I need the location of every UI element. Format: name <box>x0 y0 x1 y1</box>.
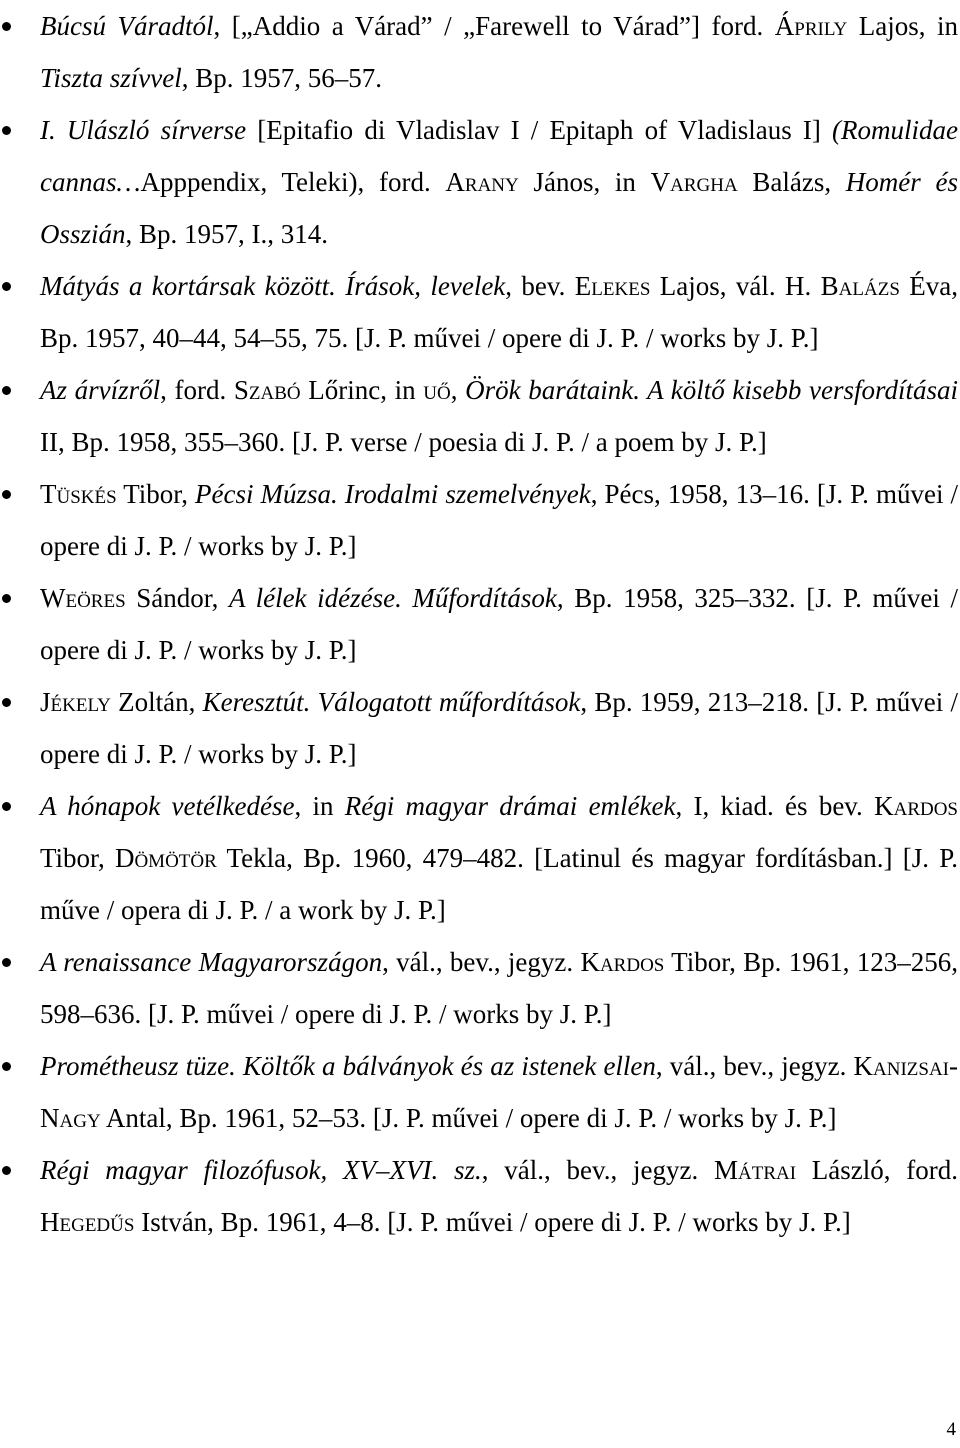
entry-text: , vál., bev., jegyz. <box>382 947 581 977</box>
entry-text: , Pécs, 1958, 13–16. [J. P. művei / opere di J. P. / works by J. P.] <box>40 479 959 561</box>
bibliography-entry <box>0 260 960 364</box>
bibliography-entry <box>0 936 960 1040</box>
entry-text: [Epitafio di Vladislav I / Epitaph of Vladislaus I] <box>246 115 833 145</box>
bibliography-entry <box>0 104 960 260</box>
entry-text: István, Bp. 1961, 4–8. [J. P. művei / opere di J. P. / works by J. P.] <box>134 1207 851 1237</box>
entry-text: Lajos, vál. H. <box>650 271 821 301</box>
author-name: Balázs <box>820 271 900 301</box>
work-title: Pécsi Múzsa. Irodalmi szemelvények <box>194 479 591 509</box>
entry-text: , Bp. 1958, 325–332. [J. P. művei / opere di J. P. / works by J. P.] <box>40 583 958 665</box>
author-name: Weöres <box>40 583 126 613</box>
author-name: Mátrai <box>713 1155 797 1185</box>
entry-text: Sándor, <box>125 583 229 613</box>
work-title: (Romulidae cannas… <box>40 115 958 197</box>
entry-text: Éva, Bp. 1957, 40–44, 54–55, 75. [J. P. művei / opere di J. P. / works by J. P.] <box>40 271 958 353</box>
work-title: A renaissance Magyarországon <box>40 947 383 977</box>
entry-text: , [„Addio a Várad” / „Farewell to Várad”] ford. <box>213 11 775 41</box>
author-name: Jékely <box>40 687 111 717</box>
work-title: Régi magyar filozófusok, XV–XVI. sz. <box>40 1155 482 1185</box>
work-title: Búcsú Váradtól <box>40 11 214 41</box>
entry-text: , Bp. 1957, I., 314. <box>125 219 329 249</box>
entry-text: , Bp. 1957, 56–57. <box>181 63 383 93</box>
entry-text: II, Bp. 1958, 355–360. [J. P. verse / poesia di J. P. / a poem by J. P.] <box>40 427 767 457</box>
bibliography-entry <box>0 572 960 676</box>
entry-text: , vál., bev., jegyz. <box>655 1051 854 1081</box>
author-name: Elekes <box>574 271 651 301</box>
entry-text: , in <box>294 791 345 821</box>
entry-text: , I, kiad. és bev. <box>675 791 875 821</box>
entry-text: Tekla, Bp. 1960, 479–482. [Latinul és magyar fordításban.] [J. P. műve / opera di J. P. / a work by J. P.] <box>40 843 958 925</box>
author-name: Kardos <box>580 947 665 977</box>
author-name: Kardos <box>874 791 958 821</box>
author-name: Áprily <box>774 11 848 41</box>
entry-text: Tibor, Bp. 1961, 123–256, 598–636. [J. P. művei / opere di J. P. / works by J. P.] <box>40 947 959 1029</box>
work-title: Örök barátaink. A költő kisebb versfordításai <box>465 375 959 405</box>
bibliography-entry <box>0 1040 960 1144</box>
entry-text: Tibor, <box>116 479 195 509</box>
bibliography-entry <box>0 780 960 936</box>
entry-text: Lőrinc, in <box>300 375 424 405</box>
author-name: Arany <box>445 167 519 197</box>
entry-text: Zoltán, <box>110 687 203 717</box>
author-name: Hegedűs <box>40 1207 135 1237</box>
entry-text: , ford. <box>160 375 234 405</box>
author-name: Tüskés <box>40 479 117 509</box>
work-title: Mátyás a kortársak között. Írások, levelek <box>40 271 506 301</box>
author-name: Dömötör <box>114 843 217 873</box>
work-title: I. Ulászló sírverse <box>40 115 247 145</box>
bibliography-entry <box>0 468 960 572</box>
entry-text: , Bp. 1959, 213–218. [J. P. művei / opere di J. P. / works by J. P.] <box>40 687 959 769</box>
entry-text: János, in <box>518 167 651 197</box>
bibliography-entry <box>0 676 960 780</box>
author-name: uő <box>423 375 451 405</box>
entry-text: , <box>450 375 466 405</box>
page-number: 4 <box>946 1419 956 1440</box>
work-title: Az árvízről <box>40 375 161 405</box>
author-name: Szabó <box>233 375 301 405</box>
entry-text: Tibor, <box>40 843 115 873</box>
work-title: Homér és Osszián <box>40 167 958 249</box>
work-title: A hónapok vetélkedése <box>40 791 295 821</box>
work-title: Régi magyar drámai emlékek <box>344 791 676 821</box>
work-title: Prométheusz tüze. Költők a bálványok és az istenek ellen <box>40 1051 656 1081</box>
author-name: Kanizsai-Nagy <box>40 1051 958 1133</box>
bibliography-entry <box>0 364 960 468</box>
work-title: Tiszta szívvel <box>40 63 182 93</box>
entry-text: , vál., bev., jegyz. <box>481 1155 714 1185</box>
entry-text: , bev. <box>505 271 575 301</box>
entry-text: Lajos, in <box>847 11 958 41</box>
bibliography-entry <box>0 0 960 104</box>
author-name: Vargha <box>650 167 738 197</box>
work-title: Keresztút. Válogatott műfordítások <box>202 687 581 717</box>
work-title: A lélek idézése. Műfordítások <box>229 583 557 613</box>
entry-text: Antal, Bp. 1961, 52–53. [J. P. művei / opere di J. P. / works by J. P.] <box>100 1103 837 1133</box>
entry-text: László, ford. <box>796 1155 959 1185</box>
entry-text: Apppendix, Teleki), ford. <box>140 167 446 197</box>
entry-text: Balázs, <box>737 167 846 197</box>
bibliography-entry <box>0 1144 960 1248</box>
